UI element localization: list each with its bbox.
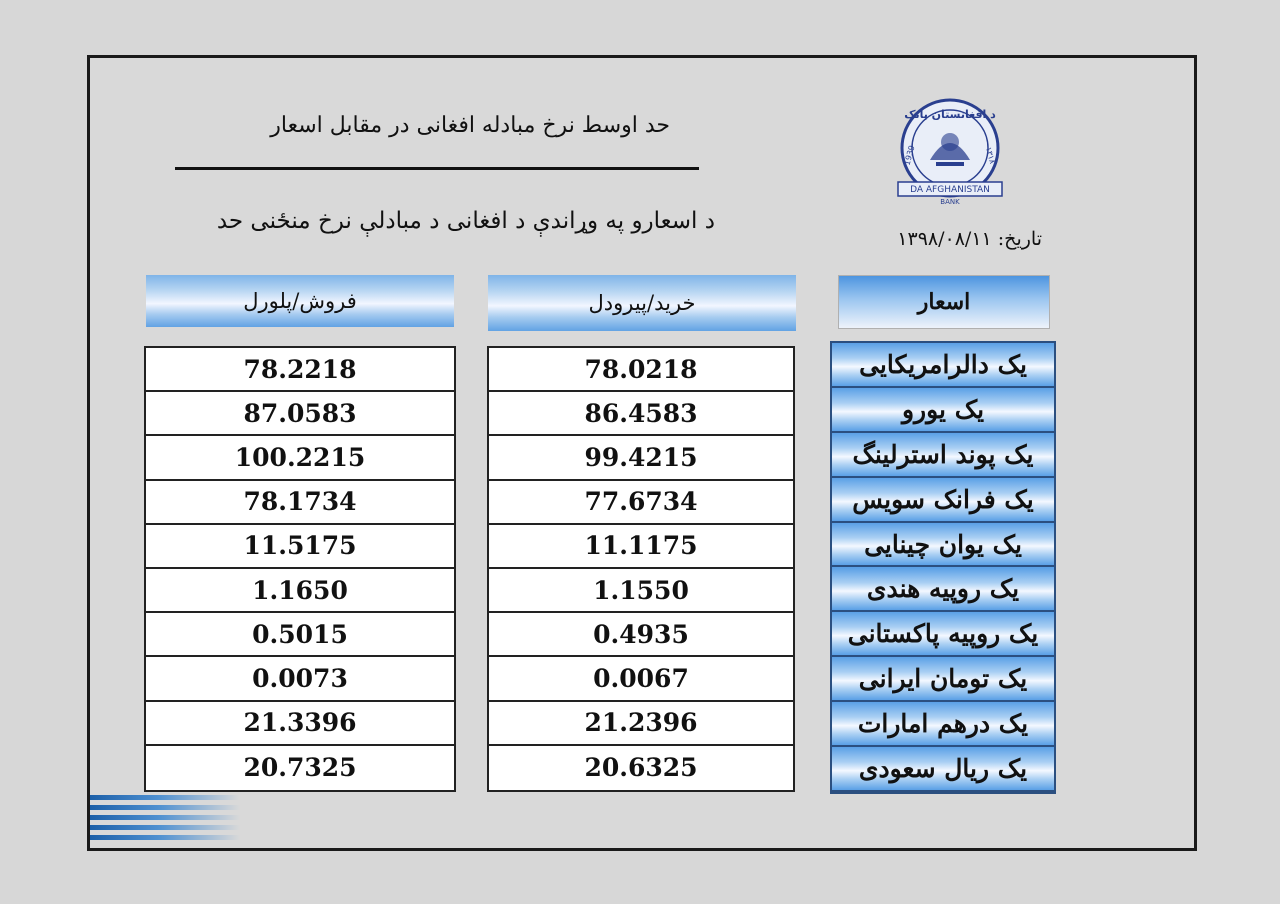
buy-rate-cell: 99.4215	[489, 436, 793, 480]
logo-year-right: ۱۳۱۸	[983, 145, 997, 165]
currency-name-cell: یک درهم امارات	[832, 702, 1054, 747]
buy-rate-cell: 0.0067	[489, 657, 793, 701]
sell-rate-column	[144, 346, 456, 792]
currency-name-column	[830, 341, 1056, 794]
currency-name-cell: یک تومان ایرانی	[832, 657, 1054, 702]
buy-rate-cell: 77.6734	[489, 481, 793, 525]
currency-name-cell: یک روپیه هندی	[832, 568, 1054, 613]
currency-name-cell: یک یورو	[832, 388, 1054, 433]
logo-top-text: د افغانستان بانک	[904, 108, 996, 121]
buy-rate-cell: 86.4583	[489, 392, 793, 436]
column-header-currency: اسعار	[838, 275, 1050, 329]
title-underline	[175, 167, 699, 170]
bank-seal-icon	[890, 96, 1010, 206]
stripe	[90, 825, 240, 830]
buy-rate-column	[487, 346, 795, 792]
sell-rate-cell: 78.2218	[146, 348, 454, 392]
decorative-stripes	[90, 793, 250, 845]
buy-rate-cell: 0.4935	[489, 613, 793, 657]
logo-year-left: 1939	[902, 144, 917, 167]
sell-rate-cell: 100.2215	[146, 436, 454, 480]
currency-name-cell: یک دالرامریکایی	[832, 343, 1054, 388]
buy-rate-cell: 78.0218	[489, 348, 793, 392]
sell-rate-cell: 11.5175	[146, 525, 454, 569]
sell-rate-cell: 1.1650	[146, 569, 454, 613]
page-title-dari: حد اوسط نرخ مبادله افغانی در مقابل اسعار	[270, 113, 670, 138]
currency-name-cell: یک روپیه پاکستانی	[832, 612, 1054, 657]
date-label: تاریخ:	[997, 228, 1042, 250]
page-title-pashto: د اسعارو په وړاندې د افغانی د مبادلې نرخ منځنی حد	[216, 208, 715, 234]
logo-bottom-text-2: BANK	[940, 198, 960, 206]
stripe	[90, 835, 240, 840]
stripe	[90, 795, 240, 800]
buy-rate-cell: 21.2396	[489, 702, 793, 746]
rate-sheet-frame	[87, 55, 1197, 851]
column-header-sell: فروش/پلورل	[146, 275, 454, 327]
bank-logo	[890, 96, 1010, 206]
sell-rate-cell: 78.1734	[146, 481, 454, 525]
logo-bottom-text-1: DA AFGHANISTAN	[910, 185, 990, 195]
date-value: ۱۳۹۸/۰۸/۱۱	[897, 228, 992, 250]
stripe	[90, 815, 240, 820]
currency-name-cell: یک ریال سعودی	[832, 747, 1054, 792]
currency-name-cell: یک یوان چینایی	[832, 523, 1054, 568]
column-header-buy: خرید/پیرودل	[488, 275, 796, 331]
sell-rate-cell: 20.7325	[243, 753, 357, 783]
currency-name-cell: یک پوند استرلینگ	[832, 433, 1054, 478]
currency-name-cell: یک فرانک سویس	[832, 478, 1054, 523]
sell-rate-cell: 0.0073	[146, 657, 454, 701]
stripe	[90, 805, 240, 810]
sell-rate-cell: 0.5015	[146, 613, 454, 657]
buy-rate-cell: 20.6325	[584, 753, 698, 783]
buy-rate-cell: 11.1175	[489, 525, 793, 569]
buy-rate-cell: 1.1550	[489, 569, 793, 613]
sell-rate-cell: 87.0583	[146, 392, 454, 436]
date-row	[860, 228, 1042, 250]
sell-rate-cell: 21.3396	[146, 702, 454, 746]
